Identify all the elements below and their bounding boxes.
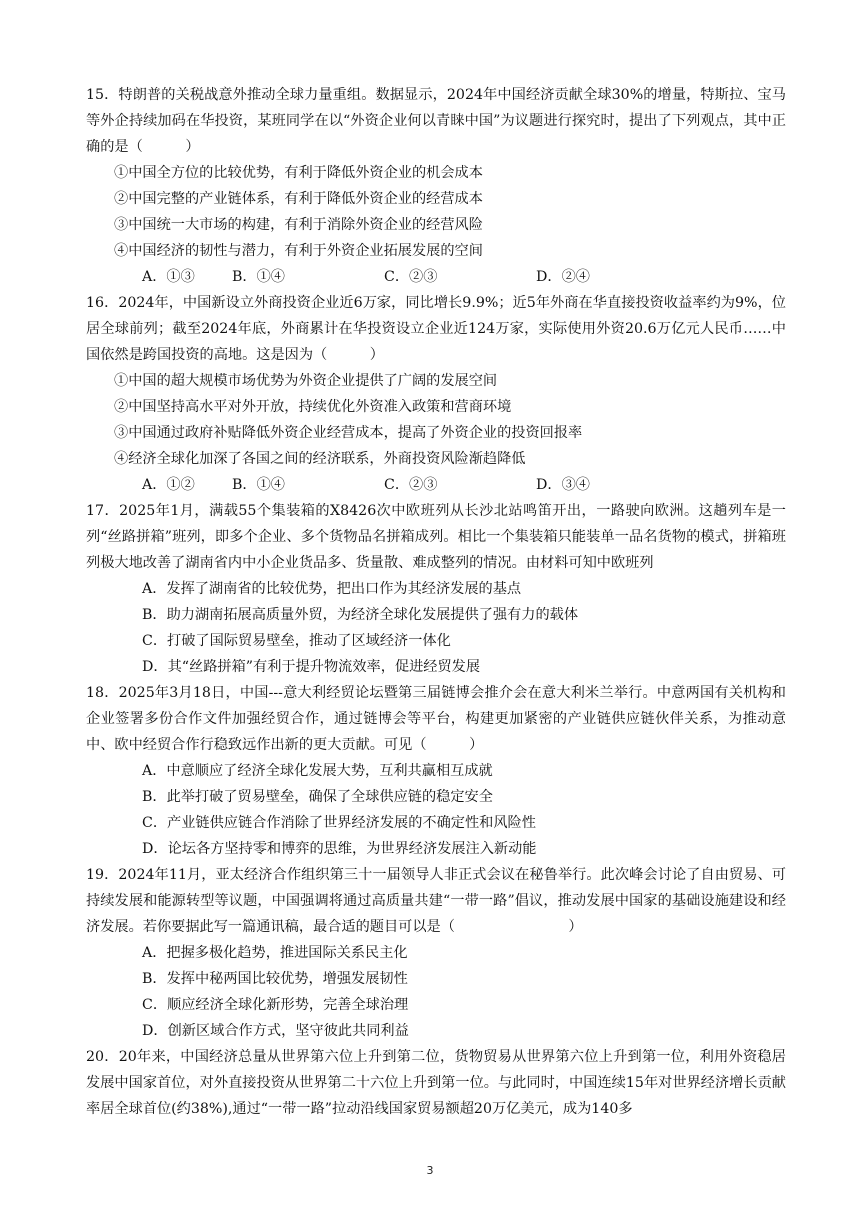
statement-item: ①中国的超大规模市场优势为外资企业提供了广阔的发展空间 bbox=[114, 373, 498, 389]
choice-a: A．把握多极化趋势，推进国际关系民主化 bbox=[142, 945, 408, 961]
choice-c: C．②③ bbox=[384, 269, 438, 285]
choice-d: D．创新区域合作方式，坚守彼此共同利益 bbox=[142, 1023, 409, 1039]
question-19 bbox=[86, 862, 786, 1044]
statement-item: ②中国完整的产业链体系，有利于降低外资企业的经营成本 bbox=[114, 191, 483, 207]
statement-item: ④经济全球化加深了各国之间的经济联系，外商投资风险渐趋降低 bbox=[114, 451, 526, 467]
choice-d: D．③④ bbox=[536, 477, 590, 493]
choice-row bbox=[86, 264, 786, 290]
exam-page bbox=[86, 82, 786, 1122]
choice-a: A．①③ bbox=[142, 269, 195, 285]
choice-b: B．此举打破了贸易壁垒，确保了全球供应链的稳定安全 bbox=[142, 789, 493, 805]
statement-item: ①中国全方位的比较优势，有利于降低外资企业的机会成本 bbox=[114, 165, 483, 181]
question-18 bbox=[86, 680, 786, 862]
choice-d: D．论坛各方坚持零和博弈的思维，为世界经济发展注入新动能 bbox=[142, 841, 537, 857]
choice-c: C．产业链供应链合作消除了世界经济发展的不确定性和风险性 bbox=[142, 815, 536, 831]
choice-row bbox=[86, 472, 786, 498]
choice-d: D．②④ bbox=[536, 269, 590, 285]
question-stem: 17．2025年1月，满载55个集装箱的X8426次中欧班列从长沙北站鸣笛开出，一路驶向欧洲。这趟列车是一列“丝路拼箱”班列，即多个企业、多个货物品名拼箱成列。相比一个集装箱只能装单一品名货物的模式，拼箱班列极大地改善了湖南省内中小企业货品多、货量散、难成整列的情况。由材料可知中欧班列 bbox=[86, 503, 786, 571]
choice-a: A．发挥了湖南省的比较优势，把出口作为其经济发展的基点 bbox=[142, 581, 522, 597]
choice-b: B．①④ bbox=[232, 269, 285, 285]
choice-a: A．中意顺应了经济全球化发展大势，互利共赢相互成就 bbox=[142, 763, 493, 779]
choice-b: B．助力湖南拓展高质量外贸，为经济全球化发展提供了强有力的载体 bbox=[142, 607, 579, 623]
question-16 bbox=[86, 290, 786, 498]
choice-b: B．①④ bbox=[232, 477, 285, 493]
question-17 bbox=[86, 498, 786, 680]
question-20 bbox=[86, 1044, 786, 1122]
choice-c: C．②③ bbox=[384, 477, 438, 493]
choice-a: A．①② bbox=[142, 477, 195, 493]
choice-b: B．发挥中秘两国比较优势，增强发展韧性 bbox=[142, 971, 408, 987]
question-stem: 16．2024年，中国新设立外商投资企业近6万家，同比增长9.9%；近5年外商在华直接投资收益率约为9%，位居全球前列；截至2024年底，外商累计在华投资设立企业近124万家，实际使用外资20.6万亿元人民币……中国依然是跨国投资的高地。这是因为（ ） bbox=[86, 295, 786, 363]
choice-c: C．打破了国际贸易壁垒，推动了区域经济一体化 bbox=[142, 633, 451, 649]
question-stem: 18．2025年3月18日，中国---意大利经贸论坛暨第三届链博会推介会在意大利米兰举行。中意两国有关机构和企业签署多份合作文件加强经贸合作，通过链博会等平台，构建更加紧密的产业链供应链伙伴关系，为推动意中、欧中经贸合作行稳致远作出新的更大贡献。可见（ ） bbox=[86, 685, 786, 753]
question-stem: 15．特朗普的关税战意外推动全球力量重组。数据显示，2024年中国经济贡献全球30%的增量，特斯拉、宝马等外企持续加码在华投资，某班同学在以“外资企业何以青睐中国”为议题进行探究时，提出了下列观点，其中正确的是（ ） bbox=[86, 87, 786, 155]
choice-c: C．顺应经济全球化新形势，完善全球治理 bbox=[142, 997, 409, 1013]
question-stem: 19．2024年11月，亚太经济合作组织第三十一届领导人非正式会议在秘鲁举行。此次峰会讨论了自由贸易、可持续发展和能源转型等议题，中国强调将通过高质量共建“一带一路”倡议，推动发展中国家的基础设施建设和经济发展。若你要据此写一篇通讯稿，最合适的题目可以是（ ） bbox=[86, 867, 786, 935]
statement-item: ③中国统一大市场的构建，有利于消除外资企业的经营风险 bbox=[114, 217, 483, 233]
statement-item: ③中国通过政府补贴降低外资企业经营成本，提高了外资企业的投资回报率 bbox=[114, 425, 583, 441]
statement-item: ②中国坚持高水平对外开放，持续优化外资准入政策和营商环境 bbox=[114, 399, 512, 415]
page-number: 3 bbox=[426, 1164, 434, 1177]
question-15 bbox=[86, 82, 786, 290]
choice-d: D．其“丝路拼箱”有利于提升物流效率，促进经贸发展 bbox=[142, 659, 481, 675]
question-stem: 20．20年来，中国经济总量从世界第六位上升到第二位，货物贸易从世界第六位上升到第一位，利用外资稳居发展中国家首位，对外直接投资从世界第二十六位上升到第一位。与此同时，中国连续15年对世界经济增长贡献率居全球首位(约38%),通过“一带一路”拉动沿线国家贸易额超20万亿美元，成为140多 bbox=[86, 1049, 786, 1117]
statement-item: ④中国经济的韧性与潜力，有利于外资企业拓展发展的空间 bbox=[114, 243, 483, 259]
